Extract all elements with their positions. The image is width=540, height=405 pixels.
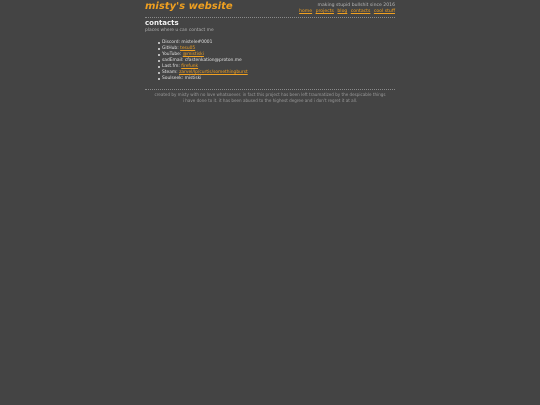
contact-list xyxy=(145,40,395,82)
contact-value: cfastenkation@proton.me xyxy=(184,58,242,63)
contact-label: Soulseek: xyxy=(162,76,184,81)
contact-value: mistiski xyxy=(184,76,202,81)
contact-label: Last.fm: xyxy=(162,64,180,69)
github-link[interactable]: tesu05 xyxy=(180,46,196,51)
footer-line: created by misty with no love whatsoever. in fact this project has been left traumatized by the despicable things xyxy=(154,92,386,97)
contact-item-soulseek xyxy=(162,76,395,82)
site-footer xyxy=(145,89,395,104)
site-header xyxy=(145,0,395,18)
page-container xyxy=(145,0,395,104)
contact-label: YouTube: xyxy=(162,52,182,57)
contact-label: Steam: xyxy=(162,70,178,75)
page-title: contacts xyxy=(145,19,179,27)
nav-link-home[interactable]: home xyxy=(299,9,313,14)
contact-label: sadEmail: xyxy=(162,58,184,63)
footer-line: i have done to it. it has been abused to the highest degree and i don't regret it at all. xyxy=(182,98,358,103)
page-subtitle: places where u can contact me xyxy=(145,28,214,33)
nav-link-cool-stuff[interactable]: cool stuff xyxy=(373,9,395,14)
site-title[interactable]: misty's website xyxy=(145,1,233,12)
site-tagline: making stupid bullshit since 2016 xyxy=(317,3,395,8)
nav-link-contacts[interactable]: contacts xyxy=(350,9,371,14)
youtube-link[interactable]: @mistiski xyxy=(182,52,204,57)
nav-link-blog[interactable]: blog xyxy=(337,9,348,14)
contact-label: GitHub: xyxy=(162,46,179,51)
nav-link-projects[interactable]: projects xyxy=(315,9,334,14)
contact-label: Discord: xyxy=(162,40,180,45)
top-nav xyxy=(297,9,395,15)
contact-value: mistele#0001 xyxy=(181,40,213,45)
steam-link[interactable]: zarvel/lp/curtis/somethingburst xyxy=(179,70,248,75)
main-content xyxy=(145,18,395,104)
lastfm-link[interactable]: firefunk xyxy=(181,64,199,69)
